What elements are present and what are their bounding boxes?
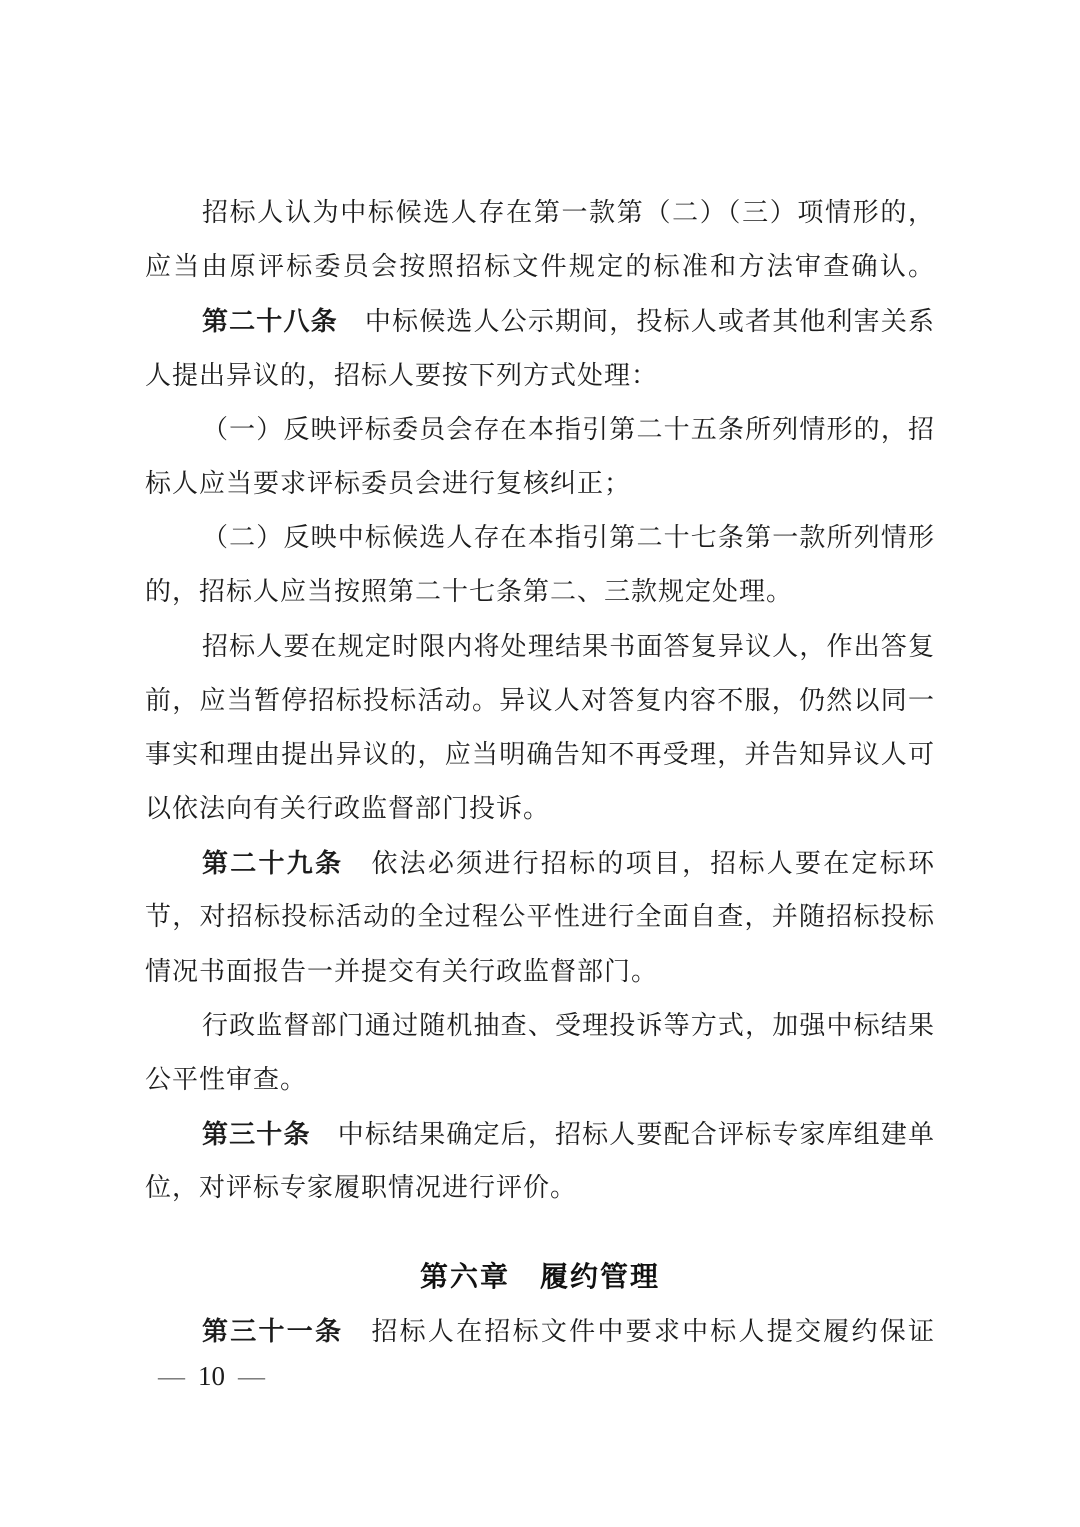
text-line-body: 中标候选人公示期间，投标人或者其他利害关系	[337, 307, 935, 337]
text-line	[145, 1107, 935, 1161]
text-line: 行政监督部门通过随机抽查、受理投诉等方式，加强中标结果	[202, 1010, 935, 1040]
text-line-body: 依法必须进行招标的项目，招标人要在定标环	[343, 849, 935, 879]
text-line: 招标人要在规定时限内将处理结果书面答复异议人，作出答复	[202, 631, 935, 661]
chapter-heading: 第六章 履约管理	[419, 1260, 660, 1292]
page-body-text	[145, 186, 935, 1358]
text-line: 节，对招标投标活动的全过程公平性进行全面自查，并随招标投标	[145, 902, 935, 932]
page-number: 10	[198, 1361, 225, 1391]
text-line	[145, 836, 935, 890]
text-line: 人提出异议的，招标人要按下列方式处理：	[145, 360, 659, 390]
article-number: 第二十八条	[202, 306, 338, 337]
text-line: （二）反映中标候选人存在本指引第二十七条第一款所列情形	[202, 523, 935, 553]
text-line	[145, 294, 935, 348]
article-number: 第三十一条	[202, 1315, 344, 1346]
text-line	[145, 1304, 935, 1358]
text-line: （一）反映评标委员会存在本指引第二十五条所列情形的，招	[202, 414, 935, 444]
page-footer	[158, 1354, 265, 1398]
text-line-body: 招标人在招标文件中要求中标人提交履约保证	[343, 1316, 935, 1346]
page-number-dash-right: —	[238, 1361, 265, 1391]
text-line: 的，招标人应当按照第二十七条第二、三款规定处理。	[145, 577, 794, 607]
text-line: 应当由原评标委员会按照招标文件规定的标准和方法审查确认。	[145, 252, 935, 282]
page-number-dash-left: —	[158, 1361, 185, 1391]
text-line-body: 中标结果确定后，招标人要配合评标专家库组建单	[310, 1120, 935, 1150]
text-line: 事实和理由提出异议的，应当明确告知不再受理，并告知异议人可	[145, 739, 935, 769]
text-line: 公平性审查。	[145, 1065, 308, 1094]
text-line: 情况书面报告一并提交有关行政监督部门。	[145, 956, 659, 986]
article-number: 第三十条	[202, 1119, 311, 1150]
text-line: 招标人认为中标候选人存在第一款第（二）（三）项情形的，	[202, 198, 935, 227]
article-number: 第二十九条	[202, 848, 344, 879]
text-line: 位，对评标专家履职情况进行评价。	[145, 1173, 578, 1203]
text-line: 以依法向有关行政监督部门投诉。	[145, 794, 551, 824]
text-line: 前，应当暂停招标投标活动。异议人对答复内容不服，仍然以同一	[145, 685, 935, 715]
text-line: 标人应当要求评标委员会进行复核纠正；	[145, 468, 632, 498]
